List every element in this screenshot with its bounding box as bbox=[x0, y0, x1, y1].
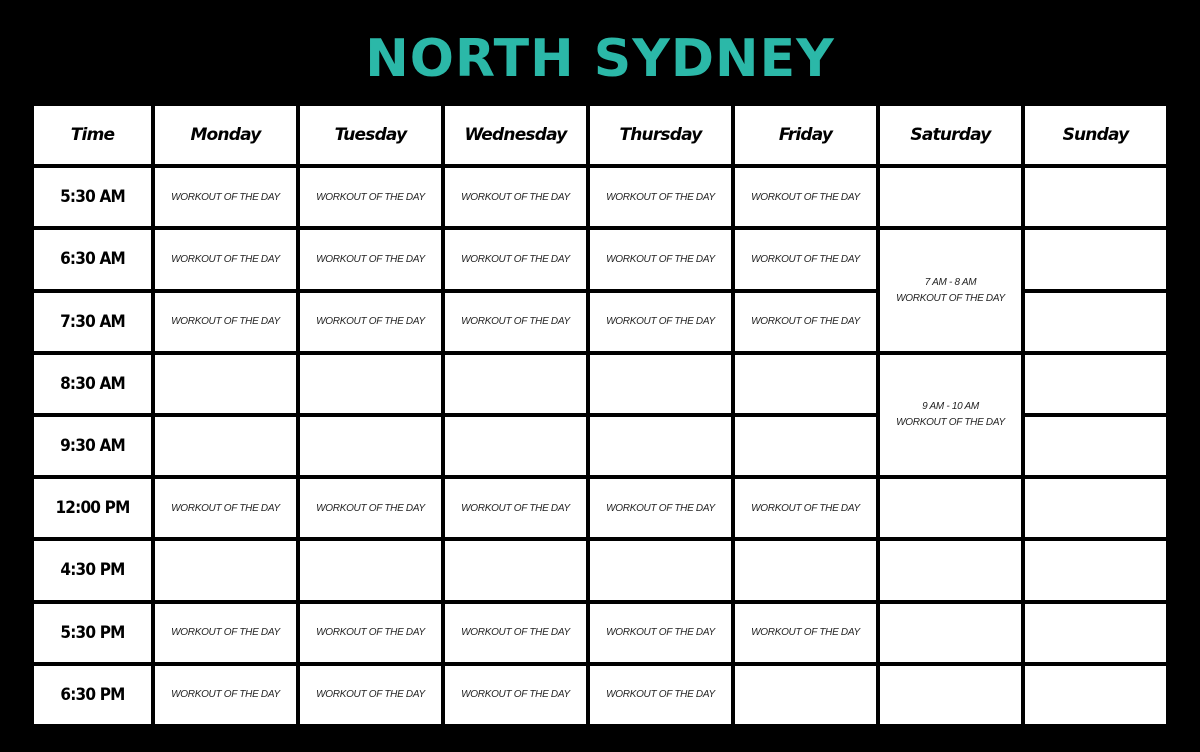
session-time: 7 AM - 8 AM bbox=[924, 276, 977, 288]
schedule-cell bbox=[300, 355, 441, 413]
schedule-cell: WORKOUT OF THE DAY bbox=[300, 168, 441, 226]
schedule-cell: WORKOUT OF THE DAY bbox=[735, 230, 876, 288]
schedule-cell bbox=[590, 417, 731, 475]
schedule-cell bbox=[590, 541, 731, 599]
schedule-cell bbox=[155, 541, 296, 599]
schedule-cell: WORKOUT OF THE DAY bbox=[445, 293, 586, 351]
header-saturday: Saturday bbox=[880, 106, 1021, 164]
schedule-cell bbox=[880, 168, 1021, 226]
schedule-cell bbox=[1025, 168, 1166, 226]
schedule-cell bbox=[155, 417, 296, 475]
schedule-cell bbox=[735, 666, 876, 724]
schedule-cell: WORKOUT OF THE DAY bbox=[445, 604, 586, 662]
schedule-cell: WORKOUT OF THE DAY bbox=[155, 604, 296, 662]
schedule-cell bbox=[445, 541, 586, 599]
time-slot: 8:30 AM bbox=[34, 355, 151, 413]
schedule-cell bbox=[1025, 604, 1166, 662]
schedule-cell: WORKOUT OF THE DAY bbox=[735, 293, 876, 351]
schedule-cell bbox=[1025, 355, 1166, 413]
schedule-cell: WORKOUT OF THE DAY bbox=[300, 293, 441, 351]
schedule-cell bbox=[1025, 417, 1166, 475]
schedule-cell bbox=[880, 541, 1021, 599]
schedule-cell: WORKOUT OF THE DAY bbox=[590, 666, 731, 724]
time-slot: 4:30 PM bbox=[34, 541, 151, 599]
schedule-cell: WORKOUT OF THE DAY bbox=[735, 604, 876, 662]
schedule-grid bbox=[32, 104, 1168, 726]
header-friday: Friday bbox=[735, 106, 876, 164]
schedule-cell: WORKOUT OF THE DAY bbox=[300, 479, 441, 537]
time-slot: 12:00 PM bbox=[34, 479, 151, 537]
session-label: WORKOUT OF THE DAY bbox=[896, 292, 1005, 304]
schedule-cell bbox=[590, 355, 731, 413]
session-time: 9 AM - 10 AM bbox=[922, 400, 979, 412]
schedule-cell: WORKOUT OF THE DAY bbox=[445, 230, 586, 288]
time-slot: 9:30 AM bbox=[34, 417, 151, 475]
time-slot: 6:30 AM bbox=[34, 230, 151, 288]
schedule-cell: WORKOUT OF THE DAY bbox=[590, 479, 731, 537]
schedule-cell: WORKOUT OF THE DAY bbox=[590, 293, 731, 351]
schedule-cell bbox=[735, 417, 876, 475]
header-sunday: Sunday bbox=[1025, 106, 1166, 164]
header-time: Time bbox=[34, 106, 151, 164]
schedule-cell bbox=[1025, 541, 1166, 599]
page-title: NORTH SYDNEY bbox=[365, 29, 835, 89]
schedule-cell: WORKOUT OF THE DAY bbox=[300, 604, 441, 662]
time-slot: 5:30 AM bbox=[34, 168, 151, 226]
schedule-cell: WORKOUT OF THE DAY bbox=[300, 230, 441, 288]
schedule-cell: WORKOUT OF THE DAY bbox=[445, 168, 586, 226]
schedule-cell bbox=[1025, 230, 1166, 288]
schedule-cell bbox=[880, 604, 1021, 662]
schedule-cell bbox=[735, 541, 876, 599]
schedule-cell: WORKOUT OF THE DAY bbox=[155, 230, 296, 288]
schedule-cell bbox=[880, 479, 1021, 537]
schedule-cell: WORKOUT OF THE DAY bbox=[735, 168, 876, 226]
schedule-cell bbox=[880, 666, 1021, 724]
schedule-cell bbox=[1025, 666, 1166, 724]
schedule-cell: WORKOUT OF THE DAY bbox=[445, 479, 586, 537]
schedule-cell bbox=[300, 541, 441, 599]
schedule-cell: WORKOUT OF THE DAY bbox=[155, 168, 296, 226]
schedule-cell: WORKOUT OF THE DAY bbox=[590, 230, 731, 288]
saturday-session-morning bbox=[880, 230, 1021, 350]
session-label: WORKOUT OF THE DAY bbox=[896, 416, 1005, 428]
schedule-cell bbox=[1025, 479, 1166, 537]
schedule-cell: WORKOUT OF THE DAY bbox=[300, 666, 441, 724]
header-thursday: Thursday bbox=[590, 106, 731, 164]
header-wednesday: Wednesday bbox=[445, 106, 586, 164]
schedule-cell bbox=[1025, 293, 1166, 351]
schedule-cell: WORKOUT OF THE DAY bbox=[735, 479, 876, 537]
header-tuesday: Tuesday bbox=[300, 106, 441, 164]
schedule-cell: WORKOUT OF THE DAY bbox=[590, 604, 731, 662]
schedule-cell bbox=[445, 355, 586, 413]
time-slot: 6:30 PM bbox=[34, 666, 151, 724]
time-slot: 7:30 AM bbox=[34, 293, 151, 351]
schedule-cell: WORKOUT OF THE DAY bbox=[155, 293, 296, 351]
schedule-cell: WORKOUT OF THE DAY bbox=[445, 666, 586, 724]
schedule-cell: WORKOUT OF THE DAY bbox=[155, 666, 296, 724]
schedule-cell bbox=[735, 355, 876, 413]
schedule-cell bbox=[300, 417, 441, 475]
schedule-cell bbox=[155, 355, 296, 413]
schedule-cell: WORKOUT OF THE DAY bbox=[155, 479, 296, 537]
time-slot: 5:30 PM bbox=[34, 604, 151, 662]
header-monday: Monday bbox=[155, 106, 296, 164]
schedule-cell bbox=[445, 417, 586, 475]
saturday-session-late-morning bbox=[880, 355, 1021, 475]
schedule-cell: WORKOUT OF THE DAY bbox=[590, 168, 731, 226]
